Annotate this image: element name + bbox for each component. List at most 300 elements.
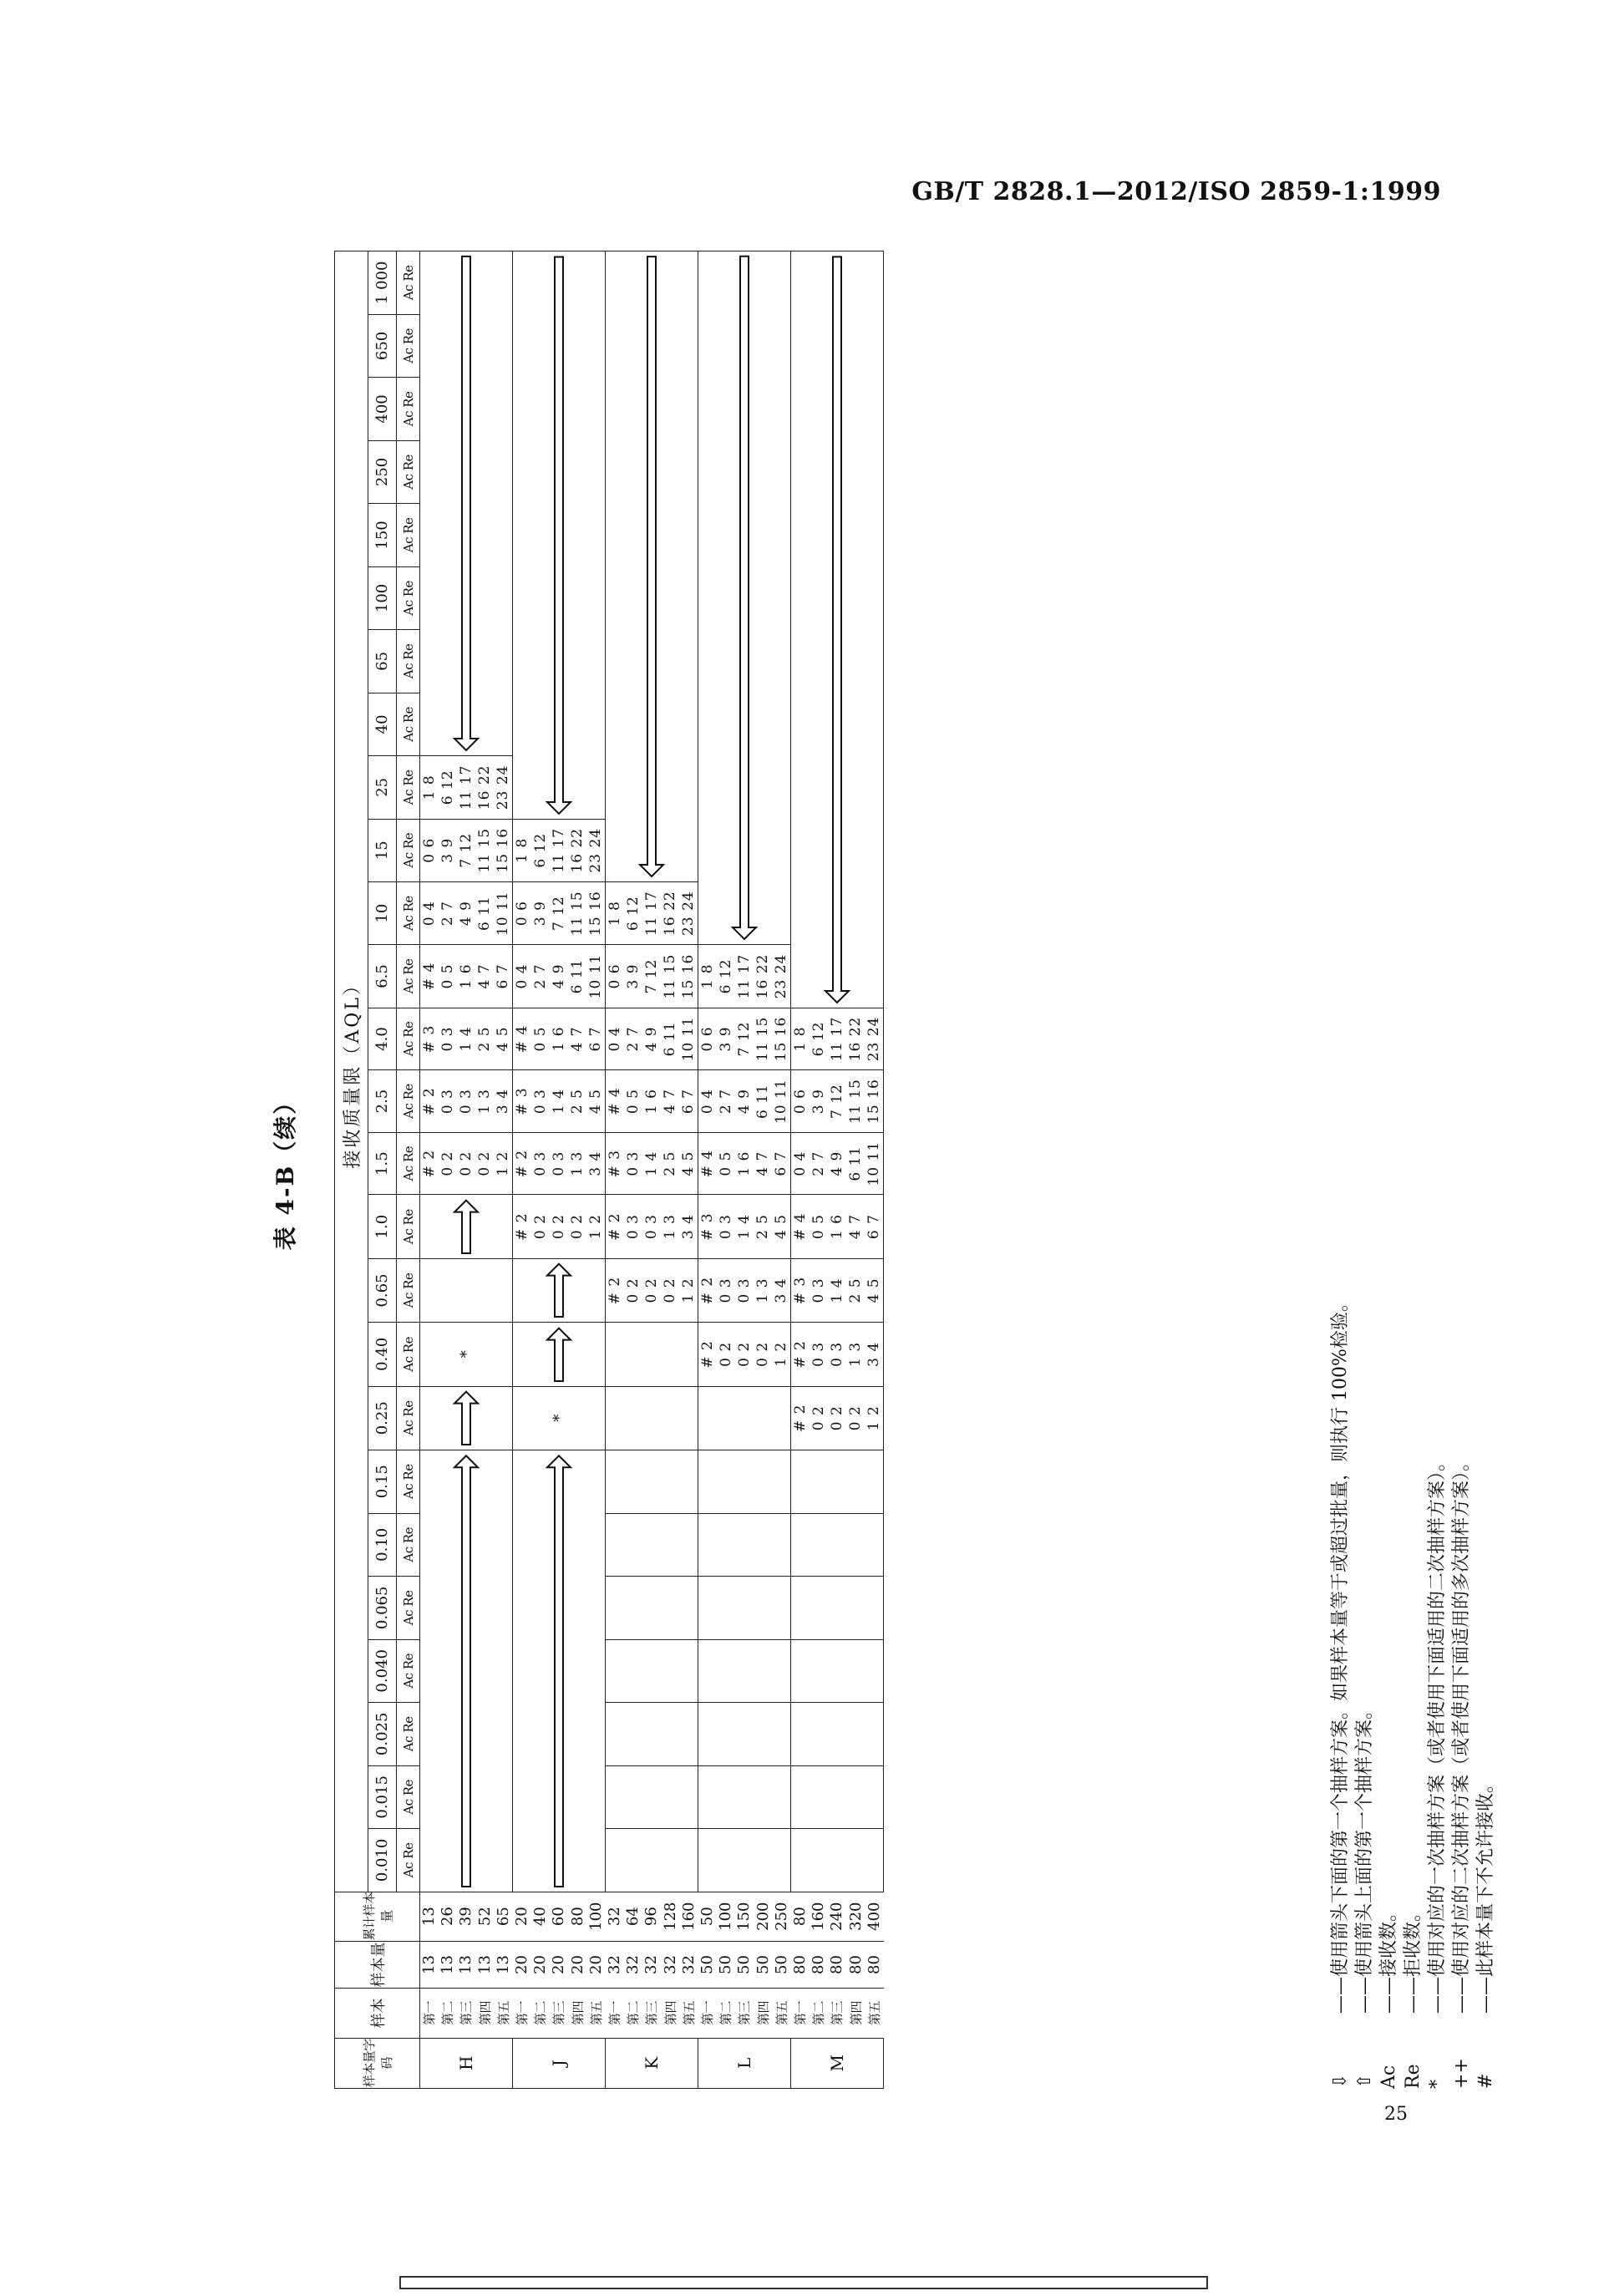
- ac-re-value: 4 5: [680, 1151, 697, 1176]
- legend-text: ——使用箭头下面的第一个抽样方案。如果样本量等于或超过批量，则执行 100%检验。: [1330, 1293, 1351, 2014]
- down-arrow-icon: [449, 1450, 483, 1892]
- ac-re-value: 11 15: [847, 1079, 864, 1124]
- legend-symbol: Re: [1403, 2064, 1424, 2089]
- ac-re-value: 3 9: [718, 1026, 734, 1052]
- row-sample: 第一: [420, 1989, 439, 2038]
- ac-re-value: # 2: [699, 1340, 716, 1369]
- rotated-table-region: [267, 251, 1496, 2089]
- row-size: 20: [513, 1941, 531, 1989]
- row-cumulative: 100: [586, 1892, 605, 1941]
- row-sample: 第二: [810, 1989, 828, 2038]
- ac-re-value: 1 2: [680, 1278, 697, 1303]
- ac-re-value: 6 12: [439, 770, 456, 805]
- ac-re-value: # 2: [607, 1276, 623, 1305]
- ac-re-value: 0 3: [532, 1151, 549, 1176]
- plan-cell: [606, 1258, 698, 1322]
- ac-re-value: 2 5: [847, 1278, 864, 1303]
- row-cumulative: 50: [698, 1892, 717, 1941]
- ac-re-label: Ac Re: [397, 693, 420, 756]
- ac-re-value: 1 8: [607, 901, 623, 927]
- ac-re-value: 1 8: [514, 837, 530, 863]
- empty-cell: [791, 1703, 884, 1766]
- empty-cell: [420, 1258, 513, 1322]
- row-sample: 第一: [698, 1989, 717, 2038]
- row-cumulative: 32: [606, 1892, 624, 1941]
- ac-re-label: Ac Re: [397, 881, 420, 944]
- row-size: 80: [828, 1941, 846, 1989]
- ac-re-value: 0 4: [514, 963, 530, 989]
- header-aql: 接收质量限（AQL）: [335, 251, 368, 1892]
- down-arrow-icon: [542, 1259, 576, 1322]
- plan-cell: [606, 945, 698, 1008]
- ac-re-value: 7 12: [736, 1021, 753, 1057]
- row-sample: 第三: [828, 1989, 846, 2038]
- ac-re-value: 0 6: [792, 1089, 809, 1115]
- legend-symbol: ++: [1451, 2058, 1472, 2089]
- ac-re-label: Ac Re: [397, 566, 420, 630]
- ac-re-label: Ac Re: [397, 630, 420, 693]
- ac-re-label: Ac Re: [397, 1577, 420, 1640]
- ac-re-value: 10 11: [773, 1079, 789, 1124]
- ac-re-label: Ac Re: [397, 314, 420, 378]
- legend-item: [1401, 251, 1425, 2089]
- aql-level: 0.040: [368, 1639, 397, 1703]
- ac-re-value: 6 12: [718, 958, 734, 994]
- footer-bar: [399, 2276, 1208, 2289]
- row-sample: 第四: [475, 1989, 494, 2038]
- ac-re-value: 2 7: [532, 963, 549, 989]
- plan-cell: [698, 1195, 791, 1258]
- ac-re-value: 3 4: [587, 1151, 604, 1176]
- ac-re-value: 1 3: [662, 1214, 678, 1240]
- plan-cell: [513, 1132, 606, 1195]
- aql-level: 0.010: [368, 1829, 397, 1892]
- ac-re-value: 2 5: [754, 1214, 771, 1240]
- ac-re-value: 0 2: [476, 1151, 493, 1176]
- aql-level: 2.5: [368, 1070, 397, 1133]
- ac-re-value: 1 3: [754, 1278, 771, 1303]
- plan-cell: [698, 1070, 791, 1133]
- ac-re-label: Ac Re: [397, 819, 420, 881]
- ac-re-value: # 3: [421, 1024, 438, 1054]
- ac-re-value: 0 5: [625, 1089, 642, 1115]
- ac-re-value: 4 9: [551, 963, 567, 989]
- star-cell: [513, 1386, 606, 1450]
- row-code: L: [698, 2038, 791, 2088]
- aql-level: 250: [368, 440, 397, 504]
- row-cumulative: 240: [828, 1892, 846, 1941]
- ac-re-value: # 3: [514, 1087, 530, 1115]
- aql-level: 0.25: [368, 1386, 397, 1450]
- ac-re-value: 0 5: [439, 963, 456, 989]
- down-arrow-icon: [542, 1323, 576, 1385]
- empty-cell: [606, 1323, 698, 1386]
- ac-re-value: 15 16: [495, 827, 511, 873]
- plan-cell: [791, 1008, 884, 1070]
- ac-re-value: 11 17: [551, 827, 567, 873]
- ac-re-value: 0 2: [643, 1278, 660, 1303]
- ac-re-label: Ac Re: [397, 945, 420, 1008]
- ac-re-value: 1 4: [643, 1151, 660, 1176]
- row-size: 32: [606, 1941, 624, 1989]
- row-sample: 第五: [679, 1989, 698, 2038]
- down-arrow-icon: [420, 1450, 513, 1892]
- empty-cell: [791, 1639, 884, 1703]
- legend-item: [1353, 251, 1377, 2089]
- aql-level: 4.0: [368, 1008, 397, 1070]
- ac-re-value: 0 2: [810, 1405, 827, 1431]
- aql-level: 1.0: [368, 1195, 397, 1258]
- ac-re-value: 16 22: [662, 891, 678, 936]
- ac-re-value: 15 16: [680, 953, 697, 999]
- empty-cell: [791, 1513, 884, 1577]
- row-cumulative: 200: [754, 1892, 772, 1941]
- empty-cell: [606, 1577, 698, 1640]
- ac-re-value: 4 5: [865, 1278, 882, 1303]
- ac-re-value: 6 7: [680, 1089, 697, 1115]
- ac-re-value: 0 6: [421, 837, 438, 863]
- empty-cell: [791, 1577, 884, 1640]
- row-code: H: [420, 2038, 513, 2088]
- ac-re-value: 7 12: [458, 832, 475, 868]
- ac-re-value: 0 3: [718, 1278, 734, 1303]
- ac-re-value: 0 6: [607, 963, 623, 989]
- ac-re-value: # 3: [607, 1149, 623, 1178]
- ac-re-value: # 2: [792, 1340, 809, 1369]
- ac-re-label: Ac Re: [397, 1132, 420, 1195]
- row-code: M: [791, 2038, 884, 2088]
- legend-text: ——使用对应的二次抽样方案（或者使用下面适用的多次抽样方案）。: [1451, 1452, 1472, 2014]
- star-cell: [420, 1323, 513, 1386]
- row-sample: 第一: [606, 1989, 624, 2038]
- ac-re-value: 2 7: [625, 1026, 642, 1052]
- ac-re-value: 4 9: [458, 901, 475, 927]
- ac-re-value: 0 3: [625, 1151, 642, 1176]
- row-sample: 第三: [735, 1989, 754, 2038]
- down-arrow-icon: [513, 1258, 606, 1322]
- row-sample: 第三: [457, 1989, 475, 2038]
- ac-re-value: 0 3: [718, 1214, 734, 1240]
- ac-re-value: 3 4: [865, 1341, 882, 1367]
- row-cumulative: 80: [568, 1892, 586, 1941]
- table-row: [698, 251, 717, 2089]
- ac-re-value: 1 8: [421, 775, 438, 800]
- row-size: 32: [661, 1941, 679, 1989]
- row-cumulative: 96: [642, 1892, 661, 1941]
- ac-re-value: 6 11: [662, 1021, 678, 1057]
- empty-cell: [606, 1450, 698, 1513]
- up-arrow-icon: [513, 251, 606, 820]
- ac-re-value: # 4: [607, 1087, 623, 1115]
- plan-cell: [698, 1008, 791, 1070]
- row-size: 80: [865, 1941, 883, 1989]
- ac-re-label: Ac Re: [397, 251, 420, 315]
- row-sample: 第一: [513, 1989, 531, 2038]
- row-size: 80: [791, 1941, 810, 1989]
- ac-re-value: 4 5: [773, 1214, 789, 1240]
- plan-cell: [791, 1323, 884, 1386]
- row-cumulative: 160: [679, 1892, 698, 1941]
- row-size: 13: [494, 1941, 512, 1989]
- ac-re-value: 2 7: [718, 1089, 734, 1115]
- plan-cell: [420, 881, 513, 944]
- plan-cell: [606, 1070, 698, 1133]
- row-cumulative: 400: [865, 1892, 883, 1941]
- row-code: J: [513, 2038, 606, 2088]
- row-sample: 第四: [568, 1989, 586, 2038]
- ac-re-value: # 2: [699, 1276, 716, 1305]
- row-sample: 第二: [624, 1989, 642, 2038]
- legend-item: [1328, 251, 1353, 2089]
- table-row: [606, 251, 624, 2089]
- aql-level: 0.015: [368, 1765, 397, 1829]
- plan-cell: [698, 1258, 791, 1322]
- aql-level: 65: [368, 630, 397, 693]
- ac-re-value: 2 7: [810, 1151, 827, 1176]
- ac-re-value: 11 17: [643, 891, 660, 936]
- ac-re-value: 4 7: [754, 1151, 771, 1176]
- legend-item: [1425, 251, 1449, 2089]
- ac-re-value: 0 3: [458, 1089, 475, 1115]
- up-arrow-icon: [728, 251, 761, 944]
- row-cumulative: 160: [810, 1892, 828, 1941]
- ac-re-value: # 2: [792, 1404, 809, 1432]
- ac-re-value: 0 2: [569, 1214, 586, 1240]
- ac-re-value: 6 11: [847, 1145, 864, 1181]
- aql-level: 400: [368, 378, 397, 441]
- row-size: 32: [642, 1941, 661, 1989]
- page-number: 25: [1384, 2104, 1408, 2125]
- up-arrow-icon: [449, 251, 483, 755]
- ac-re-value: # 4: [514, 1024, 530, 1054]
- ac-re-value: # 4: [421, 962, 438, 991]
- row-cumulative: 60: [550, 1892, 568, 1941]
- aql-level: 6.5: [368, 945, 397, 1008]
- ac-re-value: 1 4: [551, 1089, 567, 1115]
- standard-header: GB/T 2828.1—2012/ISO 2859-1:1999: [911, 177, 1441, 206]
- ac-re-value: 1 6: [736, 1151, 753, 1176]
- row-cumulative: 52: [475, 1892, 494, 1941]
- up-arrow-icon: [420, 251, 513, 756]
- up-arrow-icon: [791, 251, 884, 1008]
- row-size: 20: [568, 1941, 586, 1989]
- ac-re-value: 0 3: [736, 1278, 753, 1303]
- empty-cell: [791, 1765, 884, 1829]
- ac-re-value: 11 15: [662, 953, 678, 999]
- down-arrow-icon: [542, 1450, 576, 1892]
- legend-text: ——使用对应的一次抽样方案（或者使用下面适用的二次抽样方案）。: [1427, 1452, 1448, 2014]
- aql-level: 0.025: [368, 1703, 397, 1766]
- plan-cell: [791, 1195, 884, 1258]
- aql-level: 25: [368, 756, 397, 819]
- ac-re-value: 0 2: [736, 1341, 753, 1367]
- ac-re-label: Ac Re: [397, 1258, 420, 1322]
- ac-re-value: 2 7: [439, 901, 456, 927]
- row-sample: 第四: [661, 1989, 679, 2038]
- row-size: 13: [420, 1941, 439, 1989]
- ac-re-value: 0 2: [754, 1341, 771, 1367]
- ac-re-value: 4 5: [587, 1089, 604, 1115]
- aql-level: 10: [368, 881, 397, 944]
- ac-re-value: 0 4: [792, 1151, 809, 1176]
- header-sample: 样本: [335, 1989, 420, 2038]
- empty-cell: [698, 1765, 791, 1829]
- ac-re-value: 23 24: [495, 764, 511, 810]
- ac-re-value: 4 9: [643, 1026, 660, 1052]
- ac-re-value: # 4: [792, 1212, 809, 1241]
- ac-re-value: 7 12: [829, 1084, 845, 1119]
- ac-re-value: 7 12: [551, 896, 567, 932]
- ac-re-value: 0 2: [662, 1278, 678, 1303]
- ac-re-value: 0 3: [643, 1214, 660, 1240]
- plan-cell: [420, 945, 513, 1008]
- ac-re-value: 0 3: [551, 1151, 567, 1176]
- ac-re-value: 16 22: [476, 764, 493, 810]
- row-cumulative: 40: [531, 1892, 550, 1941]
- ac-re-value: 1 3: [476, 1089, 493, 1115]
- ac-re-label: Ac Re: [397, 756, 420, 819]
- row-code: K: [606, 2038, 698, 2088]
- aql-level: 0.065: [368, 1577, 397, 1640]
- ac-re-value: 11 17: [736, 953, 753, 999]
- legend: [1328, 251, 1498, 2089]
- row-cumulative: 20: [513, 1892, 531, 1941]
- down-arrow-icon: [449, 1387, 483, 1450]
- ac-re-value: 2 5: [569, 1089, 586, 1115]
- aql-level: 0.10: [368, 1513, 397, 1577]
- ac-re-value: 0 2: [829, 1405, 845, 1431]
- ac-re-value: 1 4: [736, 1214, 753, 1240]
- legend-symbol: #: [1475, 2073, 1496, 2089]
- table-row: [420, 251, 439, 2089]
- ac-re-value: 6 7: [495, 963, 511, 989]
- header-code: 样本量字码: [335, 2038, 420, 2088]
- ac-re-value: 0 6: [699, 1026, 716, 1052]
- row-sample: 第二: [531, 1989, 550, 2038]
- empty-cell: [698, 1450, 791, 1513]
- ac-re-value: 1 2: [865, 1405, 882, 1431]
- ac-re-value: 0 2: [551, 1214, 567, 1240]
- ac-re-value: 16 22: [847, 1016, 864, 1062]
- plan-cell: [420, 1070, 513, 1133]
- ac-re-value: 10 11: [865, 1140, 882, 1186]
- ac-re-value: 1 8: [792, 1026, 809, 1052]
- ac-re-value: # 4: [699, 1149, 716, 1178]
- ac-re-value: 4 7: [662, 1089, 678, 1115]
- row-size: 32: [679, 1941, 698, 1989]
- ac-re-value: 15 16: [865, 1079, 882, 1124]
- up-arrow-icon: [542, 251, 576, 818]
- empty-cell: [698, 1386, 791, 1450]
- ac-re-value: 0 3: [810, 1278, 827, 1303]
- legend-text: ——拒收数。: [1403, 1902, 1424, 2014]
- row-cumulative: 65: [494, 1892, 512, 1941]
- row-size: 50: [717, 1941, 735, 1989]
- ac-re-value: 6 11: [754, 1084, 771, 1119]
- empty-cell: [698, 1577, 791, 1640]
- aql-table: [334, 251, 884, 2089]
- ac-re-value: 4 5: [495, 1026, 511, 1052]
- ac-re-value: 23 24: [680, 891, 697, 936]
- plan-cell: [606, 1132, 698, 1195]
- ac-re-value: 16 22: [754, 953, 771, 999]
- aql-level: 100: [368, 566, 397, 630]
- legend-item: [1474, 251, 1498, 2089]
- ac-re-value: 0 3: [625, 1214, 642, 1240]
- ac-re-value: 23 24: [773, 953, 789, 999]
- ac-re-value: 6 7: [865, 1214, 882, 1240]
- aql-level: 40: [368, 693, 397, 756]
- row-size: 80: [810, 1941, 828, 1989]
- empty-cell: [606, 1703, 698, 1766]
- ac-re-value: 11 15: [754, 1016, 771, 1062]
- plan-cell: [698, 1323, 791, 1386]
- ac-re-value: 0 2: [532, 1214, 549, 1240]
- down-arrow-icon: [420, 1195, 513, 1258]
- row-sample: 第五: [772, 1989, 790, 2038]
- ac-re-value: 0 5: [532, 1026, 549, 1052]
- row-sample: 第三: [642, 1989, 661, 2038]
- up-arrow-icon: [820, 251, 854, 1008]
- legend-symbol: ⇧: [1354, 2073, 1375, 2089]
- ac-re-value: 3 9: [810, 1089, 827, 1115]
- ac-re-value: # 2: [607, 1212, 623, 1241]
- up-arrow-icon: [606, 251, 698, 882]
- ac-re-value: 3 4: [773, 1278, 789, 1303]
- ac-re-value: 11 15: [569, 891, 586, 936]
- row-cumulative: 80: [791, 1892, 810, 1941]
- row-size: 20: [586, 1941, 605, 1989]
- ac-re-value: 11 17: [829, 1016, 845, 1062]
- ac-re-value: 1 6: [551, 1026, 567, 1052]
- row-cumulative: 26: [439, 1892, 457, 1941]
- empty-cell: [698, 1703, 791, 1766]
- ac-re-value: 23 24: [587, 827, 604, 873]
- ac-re-value: 3 9: [625, 963, 642, 989]
- aql-level: 15: [368, 819, 397, 881]
- plan-cell: [791, 1132, 884, 1195]
- plan-cell: [513, 881, 606, 944]
- ac-re-value: 10 11: [495, 891, 511, 936]
- ac-re-value: 23 24: [865, 1016, 882, 1062]
- row-sample: 第一: [791, 1989, 810, 2038]
- ac-re-value: 3 4: [495, 1089, 511, 1115]
- ac-re-value: 11 17: [458, 764, 475, 810]
- ac-re-value: 6 11: [476, 896, 493, 932]
- ac-re-value: 1 4: [458, 1026, 475, 1052]
- row-cumulative: 39: [457, 1892, 475, 1941]
- row-size: 50: [772, 1941, 790, 1989]
- ac-re-value: 1 6: [643, 1089, 660, 1115]
- ac-re-label: Ac Re: [397, 1323, 420, 1386]
- up-arrow-icon: [698, 251, 791, 945]
- ac-re-value: 0 3: [829, 1341, 845, 1367]
- ac-re-value: 4 9: [736, 1089, 753, 1115]
- ac-re-value: 0 3: [439, 1026, 456, 1052]
- plan-cell: [513, 819, 606, 881]
- ac-re-value: 0 3: [532, 1089, 549, 1115]
- ac-re-value: 0 3: [439, 1089, 456, 1115]
- empty-cell: [791, 1829, 884, 1892]
- down-arrow-icon: [513, 1323, 606, 1386]
- ac-re-value: 4 7: [569, 1026, 586, 1052]
- plan-cell: [698, 1132, 791, 1195]
- down-arrow-icon: [513, 1450, 606, 1892]
- aql-level: 150: [368, 504, 397, 567]
- ac-re-value: 1 4: [829, 1278, 845, 1303]
- row-size: 50: [754, 1941, 772, 1989]
- ac-re-value: 0 4: [421, 901, 438, 927]
